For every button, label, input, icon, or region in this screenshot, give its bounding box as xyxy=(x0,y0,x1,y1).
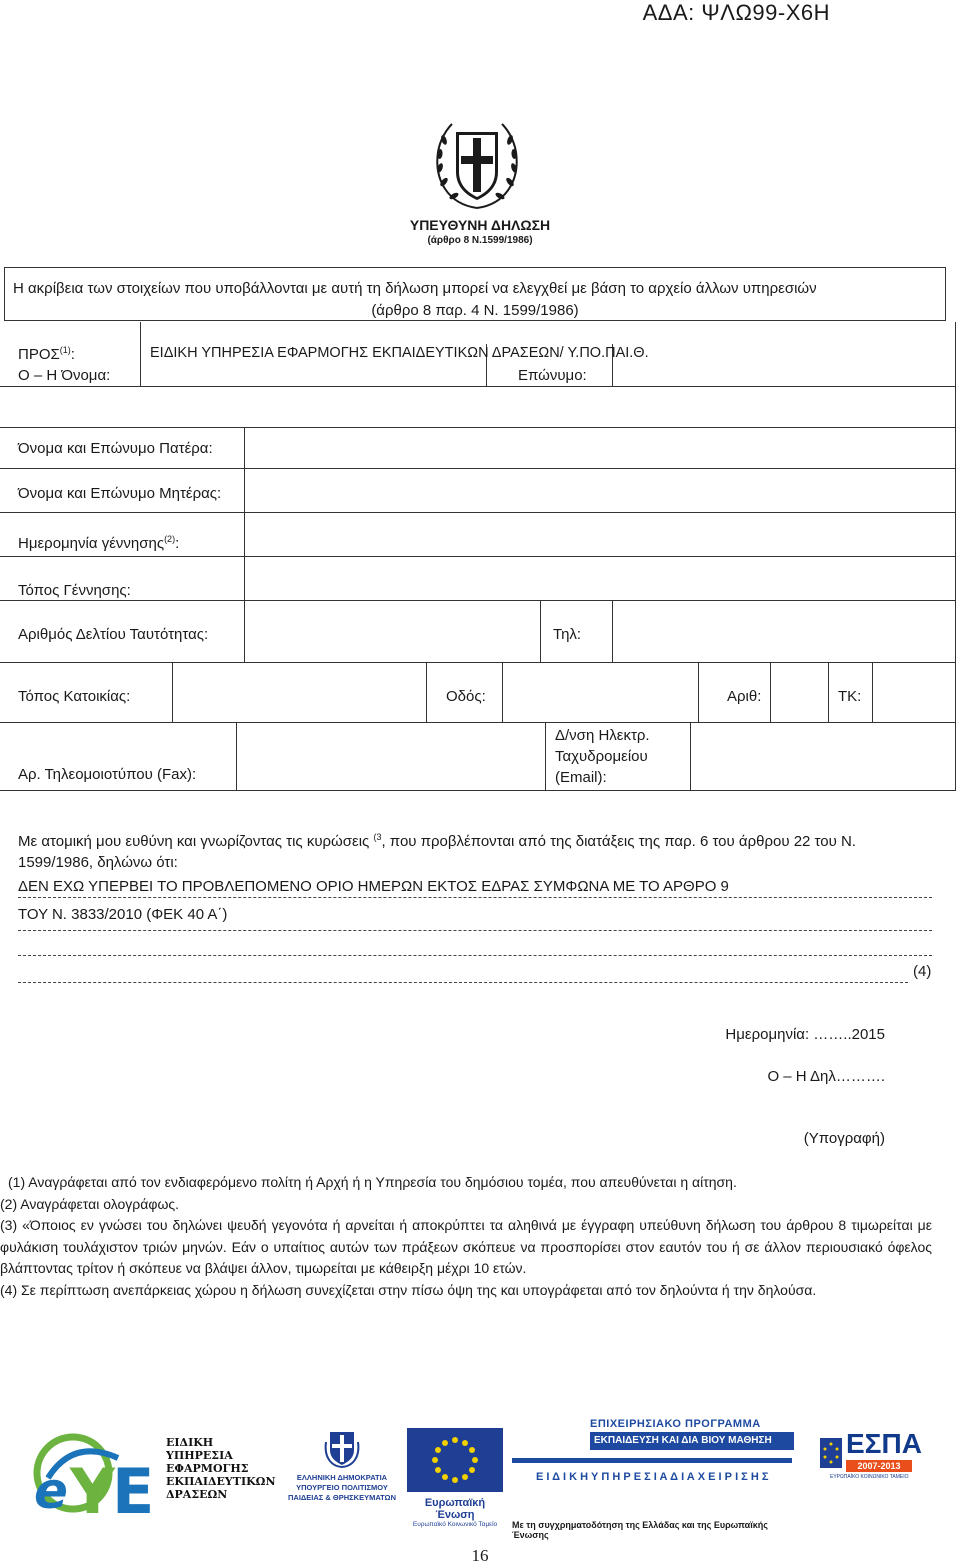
email-label: Δ/νση Ηλεκτρ. Ταχυδρομείου (Email): xyxy=(555,727,650,786)
surname-label: Επώνυμο: xyxy=(518,367,587,384)
declaration-intro: Με ατομική μου ευθύνη και γνωρίζοντας τις κυρώσεις $^{(3}$, που προβλέπονται από της διατάξεις της παρ. 6 του άρθρου 22 του Ν. 1599/1986, δηλώνω ότι: xyxy=(18,832,856,871)
espa-logo: ΕΣΠΑ 2007-2013 ΕΥΡΩΠΑΪΚΟ ΚΟΙΝΩΝΙΚΟ ΤΑΜΕΙΟ xyxy=(820,1428,920,1488)
svg-text:E: E xyxy=(112,1455,155,1528)
fax-field[interactable] xyxy=(238,723,544,789)
dotted-line xyxy=(18,897,932,898)
document-subtitle: (άρθρο 8 Ν.1599/1986) xyxy=(427,235,533,246)
eye-logo xyxy=(28,1418,278,1528)
mother-label: Όνομα και Επώνυμο Μητέρας: xyxy=(18,485,222,502)
greek-emblem-icon xyxy=(428,118,526,214)
name-label: Ο – Η Όνομα: xyxy=(18,367,111,384)
footnote-2: (2) Αναγράφεται ολογράφως. xyxy=(0,1195,180,1212)
notice-line-2: (άρθρο 8 παρ. 4 Ν. 1599/1986) xyxy=(371,302,579,319)
residence-field[interactable] xyxy=(174,663,425,721)
eu-stars-icon xyxy=(820,1438,842,1468)
street-label: Οδός: xyxy=(446,688,486,705)
notice-box xyxy=(4,267,946,321)
notice-line-1: Η ακρίβεια των στοιχείων που υποβάλλονται με αυτή τη δήλωση μπορεί να ελεγχθεί με βάση το αρχείο άλλων υπηρεσιών xyxy=(13,280,817,297)
birthdate-label: Ημερομηνία γέννησης$^{(2)}$: xyxy=(18,534,180,552)
dotted-line xyxy=(18,982,908,983)
zip-label: ΤΚ: xyxy=(838,688,862,705)
dotted-line xyxy=(18,955,932,956)
document-title: ΥΠΕΥΘΥΝΗ ΔΗΛΩΣΗ xyxy=(409,217,551,233)
ada-code: ΑΔΑ: ΨΛΩ99-Χ6Η xyxy=(642,0,830,25)
to-label: ΠΡΟΣ$^{(1)}$: xyxy=(18,345,75,363)
name-field[interactable] xyxy=(142,364,484,386)
footnote-4: (4) Σε περίπτωση ανεπάρκειας χώρου η δήλωση συνεχίζεται στην πίσω όψη της και υπογράφεται από τον δηλούντα ή την δηλούσα. xyxy=(0,1281,817,1298)
eu-logo: Ευρωπαϊκή Ένωση Ευρωπαϊκό Κοινωνικό Ταμείο xyxy=(405,1428,505,1528)
street-field[interactable] xyxy=(504,663,697,721)
mother-field[interactable] xyxy=(246,469,954,511)
eu-flag-icon xyxy=(407,1428,503,1492)
dotted-line xyxy=(18,930,932,931)
number-field[interactable] xyxy=(772,663,827,721)
zip-field[interactable] xyxy=(874,663,954,721)
declarant-line: Ο – Η Δηλ………. xyxy=(767,1068,885,1085)
father-field[interactable] xyxy=(246,428,954,467)
id-number-field[interactable] xyxy=(246,601,538,661)
eye-logo-icon xyxy=(28,1418,168,1528)
surname-field[interactable] xyxy=(614,364,954,386)
page-number: 16 xyxy=(471,1546,489,1565)
father-label: Όνομα και Επώνυμο Πατέρα: xyxy=(18,440,213,457)
footnotes xyxy=(0,1172,932,1301)
to-value: ΕΙΔΙΚΗ ΥΠΗΡΕΣΙΑ ΕΦΑΡΜΟΓΗΣ ΕΚΠΑΙΔΕΥΤΙΚΩΝ ΔΡΑΣΕΩΝ/ Υ.ΠΟ.ΠΑΙ.Θ. xyxy=(150,345,649,361)
footnote-1: (1) Αναγράφεται από τον ενδιαφερόμενο πολίτη ή Αρχή ή η Υπηρεσία του δημόσιου τομέα, που απευθύνεται η αίτηση. xyxy=(8,1174,737,1190)
phone-field[interactable] xyxy=(614,601,954,661)
declaration-statement-line-2: ΤΟΥ Ν. 3833/2010 (ΦΕΚ 40 Α΄) xyxy=(18,906,228,923)
birthdate-field[interactable] xyxy=(246,513,954,555)
footnote-3: (3) «Όποιος εν γνώσει του δηλώνει ψευδή γεγονότα ή αρνείται ή αποκρύπτει τα αληθινά με έγγραφη υπεύθυνη δήλωση του άρθρου 8 τιμωρείται με φυλάκιση τουλάχιστον τριών μηνών. Εάν ο υπαίτιος αυτών των πράξεων σκόπευε να προσπορίσει στον εαυτόν του ή σε άλλον περιουσιακό όφελος βλάπτοντας τρίτον ή σκόπευε να βλάψει άλλον, τιμωρείται με κάθειρξη μέχρι 10 ετών. xyxy=(0,1217,932,1276)
signature-label: (Υπογραφή) xyxy=(803,1130,885,1147)
ministry-logo: ΕΛΛΗΝΙΚΗ ΔΗΜΟΚΡΑΤΙΑ ΥΠΟΥΡΓΕΙΟ ΠΟΛΙΤΙΣΜΟΥ ΠΑΙΔΕΙΑΣ & ΘΡΗΣΚΕΥΜΑΤΩΝ xyxy=(282,1428,402,1528)
greek-emblem-small-icon xyxy=(322,1428,362,1468)
fax-label: Αρ. Τηλεομοιοτύπου (Fax): xyxy=(18,766,197,783)
footnote-4-mark: (4) xyxy=(913,963,932,980)
program-logo: ΕΠΙΧΕΙΡΗΣΙΑΚΟ ΠΡΟΓΡΑΜΜΑ ΕΚΠΑΙΔΕΥΣΗ ΚΑΙ ΔΙΑ ΒΙΟΥ ΜΑΘΗΣΗ Ε Ι Δ Ι Κ Η Υ Π Η Ρ Ε Σ Ι Α Δ Ι Α Χ Ε Ι Ρ Ι Σ Η Σ Με τη συγχρηματοδότηση της Ελλάδας και της Ευρωπαϊκής Ένωσης xyxy=(512,1418,792,1538)
declaration-statement-line-1: ΔΕΝ ΕΧΩ ΥΠΕΡΒΕΙ ΤΟ ΠΡΟΒΛΕΠΟΜΕΝΟ ΟΡΙΟ ΗΜΕΡΩΝ ΕΚΤΟΣ ΕΔΡΑΣ ΣΥΜΦΩΝΑ ΜΕ ΤΟ ΑΡΘΡΟ 9 xyxy=(18,878,729,895)
phone-label: Τηλ: xyxy=(553,626,582,643)
residence-label: Τόπος Κατοικίας: xyxy=(18,688,131,705)
date-line: Ημερομηνία: ……..2015 xyxy=(725,1026,885,1043)
number-label: Αριθ: xyxy=(727,688,762,705)
eye-logo-text: ΕΙΔΙΚΗ ΥΠΗΡΕΣΙΑ ΕΦΑΡΜΟΓΗΣ ΕΚΠΑΙΔΕΥΤΙΚΩΝ ΔΡΑΣΕΩΝ xyxy=(166,1436,276,1501)
email-field[interactable] xyxy=(692,723,954,789)
id-number-label: Αριθμός Δελτίου Ταυτότητας: xyxy=(18,626,209,643)
birthplace-label: Τόπος Γέννησης: xyxy=(18,582,131,599)
birthplace-field[interactable] xyxy=(246,557,954,599)
svg-text:e: e xyxy=(34,1462,68,1520)
svg-text:Y: Y xyxy=(70,1455,115,1528)
